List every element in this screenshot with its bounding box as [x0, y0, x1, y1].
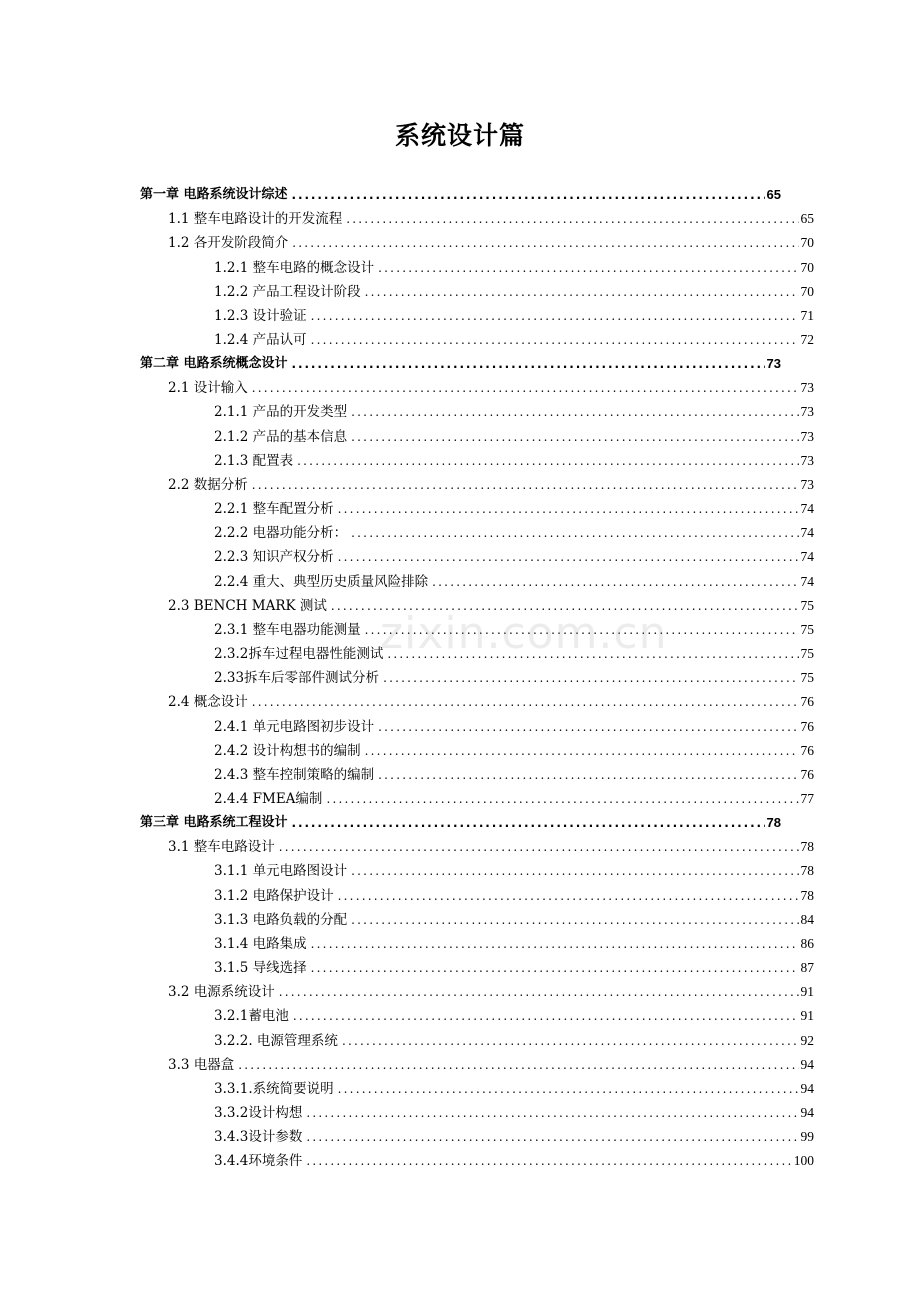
toc-page-number: 72 [800, 332, 814, 348]
toc-section-entry[interactable] [168, 835, 814, 859]
toc-page-number: 75 [800, 646, 814, 662]
toc-entry-label: 第二章 电路系统概念设计 [140, 356, 288, 372]
toc-dot-leader [252, 473, 799, 497]
toc-dot-leader [292, 183, 765, 207]
toc-dot-leader [342, 1029, 799, 1053]
toc-dot-leader [365, 280, 799, 304]
toc-page-number: 87 [800, 960, 814, 976]
toc-page-number: 91 [800, 984, 814, 1000]
toc-dot-leader [378, 256, 798, 280]
toc-subsection-entry[interactable] [214, 642, 814, 666]
toc-dot-leader [365, 618, 799, 642]
toc-dot-leader [306, 1149, 791, 1173]
toc-entry-label: 2.4 概念设计 [168, 694, 248, 711]
toc-subsection-entry[interactable] [214, 763, 814, 787]
toc-dot-leader [378, 715, 798, 739]
toc-section-entry[interactable] [168, 690, 814, 714]
toc-page-number: 75 [800, 597, 814, 613]
toc-entry-label: 3.3.2设计构想 [214, 1105, 303, 1122]
toc-dot-leader [351, 859, 798, 883]
toc-subsection-entry[interactable] [214, 1077, 814, 1101]
toc-dot-leader [252, 690, 799, 714]
toc-dot-leader [432, 570, 798, 594]
toc-dot-leader [311, 328, 799, 352]
toc-entry-label: 1.2.3 设计验证 [214, 307, 307, 324]
toc-page-number: 99 [800, 1129, 814, 1145]
toc-page-number: 78 [800, 887, 814, 903]
toc-subsection-entry[interactable] [214, 739, 814, 763]
toc-page-number: 76 [800, 694, 814, 710]
toc-subsection-entry[interactable] [214, 304, 814, 328]
toc-entry-label: 2.3.2拆车过程电器性能测试 [214, 646, 384, 663]
toc-page-number: 73 [800, 404, 814, 420]
toc-dot-leader [292, 352, 765, 376]
toc-subsection-entry[interactable] [214, 255, 814, 279]
toc-subsection-entry[interactable] [214, 1101, 814, 1125]
toc-page-number: 94 [800, 1105, 814, 1121]
toc-section-entry[interactable] [168, 980, 814, 1004]
toc-entry-label: 3.2.1蓄电池 [214, 1008, 289, 1025]
toc-entry-label: 3.4.4环境条件 [214, 1153, 303, 1170]
toc-page-number: 76 [800, 766, 814, 782]
toc-entry-label: 3.2.2. 电源管理系统 [214, 1032, 338, 1049]
toc-subsection-entry[interactable] [214, 521, 814, 545]
toc-entry-label: 3.1.3 电路负载的分配 [214, 911, 348, 928]
toc-page-number: 77 [800, 790, 814, 806]
toc-page-number: 71 [800, 307, 814, 323]
toc-entry-label: 1.2 各开发阶段简介 [168, 235, 289, 252]
toc-subsection-entry[interactable] [214, 884, 814, 908]
toc-dot-leader [311, 932, 799, 956]
toc-dot-leader [378, 763, 798, 787]
toc-entry-label: 3.1.5 导线选择 [214, 960, 307, 977]
watermark: zixin.com.cn [380, 608, 668, 659]
toc-page-number: 78 [766, 815, 781, 831]
toc-page-number: 74 [800, 501, 814, 517]
toc-dot-leader [279, 980, 799, 1004]
toc-page-number: 84 [800, 911, 814, 927]
toc-entry-label: 2.4.3 整车控制策略的编制 [214, 766, 375, 783]
toc-subsection-entry[interactable] [214, 1028, 814, 1052]
toc-chapter-entry[interactable] [140, 811, 781, 835]
toc-subsection-entry[interactable] [214, 714, 814, 738]
toc-dot-leader [297, 449, 798, 473]
toc-entry-label: 3.1.1 单元电路图设计 [214, 863, 348, 880]
toc-subsection-entry[interactable] [214, 400, 814, 424]
toc-subsection-entry[interactable] [214, 859, 814, 883]
toc-page-number: 65 [766, 187, 781, 203]
toc-entry-label: 2.1 设计输入 [168, 380, 248, 397]
toc-page-number: 70 [800, 259, 814, 275]
toc-entry-label: 1.2.2 产品工程设计阶段 [214, 283, 361, 300]
toc-page-number: 75 [800, 670, 814, 686]
toc-subsection-entry[interactable] [214, 908, 814, 932]
toc-page-number: 76 [800, 742, 814, 758]
toc-subsection-entry[interactable] [214, 280, 814, 304]
toc-entry-label: 2.2.1 整车配置分析 [214, 501, 334, 518]
toc-subsection-entry[interactable] [214, 497, 814, 521]
toc-dot-leader [252, 376, 799, 400]
toc-dot-leader [326, 787, 798, 811]
toc-page-number: 100 [793, 1153, 814, 1169]
toc-entry-label: 3.2 电源系统设计 [168, 984, 275, 1001]
toc-page-number: 86 [800, 935, 814, 951]
toc-dot-leader [338, 497, 799, 521]
toc-subsection-entry[interactable] [214, 787, 814, 811]
toc-page-number: 73 [800, 476, 814, 492]
toc-entry-label: 1.2.1 整车电路的概念设计 [214, 259, 375, 276]
toc-subsection-entry[interactable] [214, 932, 814, 956]
toc-dot-leader [387, 642, 798, 666]
toc-entry-label: 2.1.2 产品的基本信息 [214, 428, 348, 445]
toc-dot-leader [346, 207, 798, 231]
toc-section-entry[interactable] [168, 1053, 814, 1077]
toc-section-entry[interactable] [168, 594, 814, 618]
toc-dot-leader [292, 811, 765, 835]
toc-dot-leader [351, 425, 798, 449]
toc-subsection-entry[interactable] [214, 570, 814, 594]
toc-page-number: 94 [800, 1056, 814, 1072]
toc-entry-label: 2.2.3 知识产权分析 [214, 549, 334, 566]
toc-subsection-entry[interactable] [214, 618, 814, 642]
toc-subsection-entry[interactable] [214, 328, 814, 352]
toc-page-number: 70 [800, 235, 814, 251]
toc-page-number: 74 [800, 573, 814, 589]
toc-entry-label: 2.3 BENCH MARK 测试 [168, 597, 327, 614]
toc-entry-label: 2.4.4 FMEA编制 [214, 790, 323, 807]
toc-dot-leader [351, 908, 798, 932]
toc-dot-leader [293, 1004, 799, 1028]
toc-dot-leader [383, 666, 798, 690]
toc-page-number: 78 [800, 863, 814, 879]
toc-entry-label: 2.33拆车后零部件测试分析 [214, 670, 380, 687]
toc-page-number: 78 [800, 839, 814, 855]
toc-dot-leader [311, 304, 799, 328]
toc-subsection-entry[interactable] [214, 545, 814, 569]
toc-section-entry[interactable] [168, 376, 814, 400]
toc-dot-leader [238, 1053, 798, 1077]
toc-page-number: 73 [800, 380, 814, 396]
toc-entry-label: 2.1.1 产品的开发类型 [214, 404, 348, 421]
toc-section-entry[interactable] [168, 207, 814, 231]
toc-entry-label: 1.1 整车电路设计的开发流程 [168, 211, 343, 228]
toc-section-entry[interactable] [168, 231, 814, 255]
toc-entry-label: 2.3.1 整车电器功能测量 [214, 621, 361, 638]
toc-entry-label: 1.2.4 产品认可 [214, 332, 307, 349]
toc-entry-label: 3.4.3设计参数 [214, 1129, 303, 1146]
toc-subsection-entry[interactable] [214, 956, 814, 980]
toc-page-number: 74 [800, 525, 814, 541]
page-title: 系统设计篇 [394, 121, 525, 150]
toc-entry-label: 2.2 数据分析 [168, 476, 248, 493]
toc-subsection-entry[interactable] [214, 425, 814, 449]
toc-page-number: 92 [800, 1032, 814, 1048]
toc-dot-leader [338, 884, 799, 908]
toc-dot-leader [306, 1125, 798, 1149]
toc-page-number: 75 [800, 621, 814, 637]
toc-page-number: 73 [766, 356, 781, 372]
toc-entry-label: 2.2.2 电器功能分析： [214, 525, 348, 542]
toc-entry-label: 3.3 电器盒 [168, 1056, 235, 1073]
toc-page-number: 73 [800, 452, 814, 468]
toc-entry-label: 3.1.4 电路集成 [214, 935, 307, 952]
toc-dot-leader [351, 400, 798, 424]
toc-subsection-entry[interactable] [214, 449, 814, 473]
table-of-contents [0, 183, 920, 1173]
toc-page-number: 76 [800, 718, 814, 734]
toc-entry-label: 3.3.1.系统简要说明 [214, 1080, 334, 1097]
toc-dot-leader [311, 956, 799, 980]
toc-page-number: 65 [800, 211, 814, 227]
toc-subsection-entry[interactable] [214, 1149, 814, 1173]
toc-subsection-entry[interactable] [214, 1125, 814, 1149]
toc-entry-label: 2.2.4 重大、典型历史质量风险排除 [214, 573, 429, 590]
toc-dot-leader [279, 835, 799, 859]
toc-chapter-entry[interactable] [140, 183, 781, 207]
toc-chapter-entry[interactable] [140, 352, 781, 376]
toc-dot-leader [306, 1101, 798, 1125]
toc-page-number: 94 [800, 1080, 814, 1096]
toc-dot-leader [292, 231, 798, 255]
toc-page-number: 70 [800, 283, 814, 299]
toc-entry-label: 3.1.2 电路保护设计 [214, 887, 334, 904]
toc-entry-label: 3.1 整车电路设计 [168, 839, 275, 856]
toc-dot-leader [338, 1077, 799, 1101]
toc-entry-label: 2.4.2 设计构想书的编制 [214, 742, 361, 759]
toc-dot-leader [338, 545, 799, 569]
toc-dot-leader [331, 594, 799, 618]
toc-page-number: 73 [800, 428, 814, 444]
toc-subsection-entry[interactable] [214, 666, 814, 690]
toc-entry-label: 2.1.3 配置表 [214, 452, 294, 469]
toc-page-number: 91 [800, 1008, 814, 1024]
toc-entry-label: 2.4.1 单元电路图初步设计 [214, 718, 375, 735]
toc-entry-label: 第三章 电路系统工程设计 [140, 815, 288, 831]
toc-section-entry[interactable] [168, 473, 814, 497]
toc-dot-leader [351, 521, 798, 545]
toc-page-number: 74 [800, 549, 814, 565]
toc-entry-label: 第一章 电路系统设计综述 [140, 187, 288, 203]
toc-dot-leader [365, 739, 799, 763]
toc-subsection-entry[interactable] [214, 1004, 814, 1028]
